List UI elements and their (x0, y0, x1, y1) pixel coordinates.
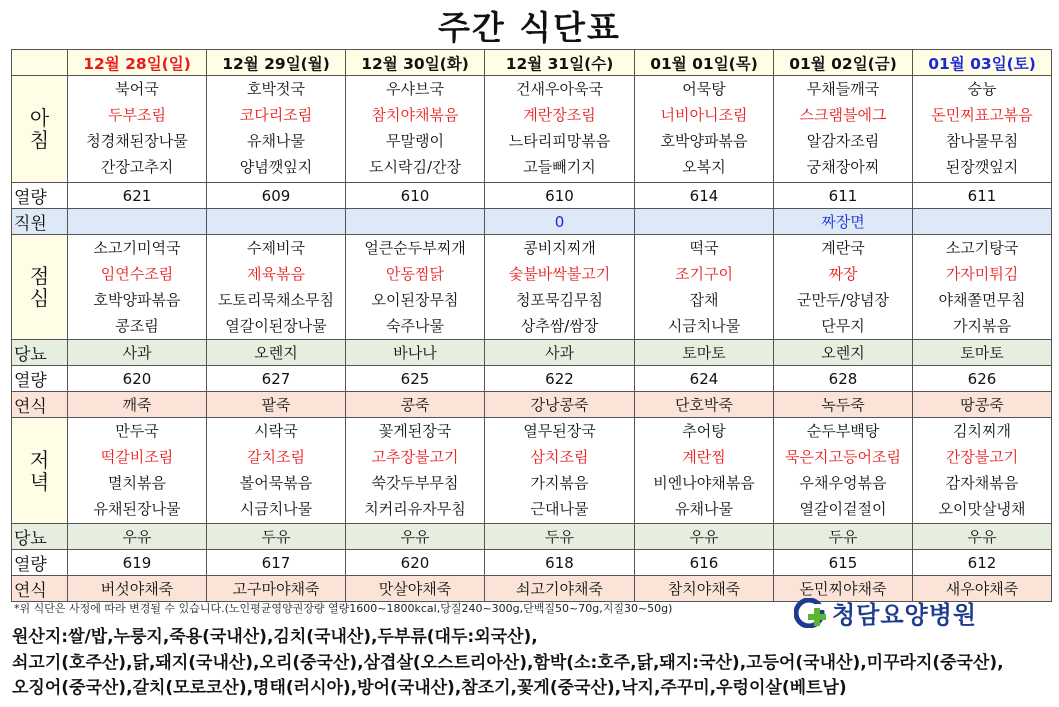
breakfast-dish: 간장고추지 (100, 158, 174, 176)
lunch_snack-cell: 팥죽 (207, 392, 346, 418)
dinner-cell (207, 418, 346, 524)
dinner-dish: 멸치볶음 (108, 474, 166, 492)
dinner_fruit-cell: 우유 (68, 524, 207, 550)
breakfast_kcal-cell: 610 (346, 183, 485, 209)
dinner-dish: 갈치조림 (247, 448, 305, 466)
breakfast-dish: 고들빼기지 (523, 158, 596, 176)
lunch-dish: 단무지 (821, 317, 865, 335)
dinner-dish: 김치찌개 (953, 422, 1011, 440)
breakfast-cell (346, 76, 485, 183)
dinner-dish: 비엔나야채볶음 (653, 474, 755, 492)
dinner-dish: 묵은지고등어조림 (785, 448, 901, 466)
lunch-dish: 떡국 (689, 239, 719, 257)
dinner-label-char: 저 (29, 447, 50, 472)
breakfast_kcal-cell: 611 (913, 183, 1052, 209)
breakfast-dish: 호박젓국 (247, 80, 305, 98)
breakfast_kcal-cell: 614 (635, 183, 774, 209)
day-header: 01월 03일(토) (913, 50, 1052, 76)
breakfast-dish: 스크램블에그 (799, 106, 887, 124)
dinner-dish: 가지볶음 (530, 474, 589, 492)
day-header: 12월 28일(일) (68, 50, 207, 76)
breakfast-dish: 참치야채볶음 (371, 106, 459, 124)
dinner-dish: 열갈이겉절이 (799, 500, 887, 518)
dinner-dish: 유채나물 (675, 500, 733, 518)
staff-cell (346, 209, 485, 235)
dinner_snack-cell: 새우야채죽 (913, 576, 1052, 602)
lunch-dish: 짜장 (828, 265, 858, 283)
breakfast-dish: 두부조림 (108, 106, 166, 124)
lunch-dish: 수제비국 (247, 239, 305, 257)
corner-cell (12, 50, 68, 76)
dinner_kcal-cell: 617 (207, 550, 346, 576)
lunch-dish: 임연수조림 (100, 265, 174, 283)
dinner_fruit-cell: 두유 (774, 524, 913, 550)
lunch-dish: 가자미튀김 (945, 265, 1019, 283)
dinner-dish: 꽃게된장국 (378, 422, 452, 440)
breakfast-cell (635, 76, 774, 183)
lunch-cell (635, 235, 774, 340)
dinner-label-char: 녁 (29, 469, 50, 494)
breakfast-cell (774, 76, 913, 183)
breakfast-dish: 무말랭이 (386, 132, 444, 150)
breakfast-dish: 호박양파볶음 (660, 132, 748, 150)
dinner-dish: 근대나물 (530, 500, 589, 518)
breakfast-dish: 느타리피망볶음 (508, 132, 611, 150)
lunch_kcal-cell: 626 (913, 366, 1052, 392)
breakfast-dish: 계란장조림 (523, 106, 596, 124)
dinner_kcal-cell: 612 (913, 550, 1052, 576)
dinner-dish: 만두국 (115, 422, 159, 440)
breakfast-dish: 양념깻잎지 (239, 158, 313, 176)
day-header: 01월 01일(목) (635, 50, 774, 76)
lunch-dish: 제육볶음 (247, 265, 305, 283)
dinner_snack-cell: 쇠고기야채죽 (485, 576, 635, 602)
lunch-dish: 잡채 (689, 291, 719, 309)
lunch-dish: 호박양파볶음 (93, 291, 181, 309)
lunch-dish: 안동찜닭 (386, 265, 444, 283)
dinner-dish: 쑥갓두부무침 (371, 474, 459, 492)
lunch_snack-cell: 강낭콩죽 (485, 392, 635, 418)
day-header: 01월 02일(금) (774, 50, 913, 76)
lunch_fruit-cell: 사과 (485, 340, 635, 366)
lunch-dish: 소고기탕국 (945, 239, 1019, 257)
dinner-dish: 계란찜 (682, 448, 726, 466)
lunch_fruit-cell: 바나나 (346, 340, 485, 366)
breakfast-label-char: 침 (29, 128, 50, 152)
dinner-dish: 열무된장국 (523, 422, 596, 440)
breakfast_kcal-cell: 609 (207, 183, 346, 209)
lunch_fruit-cell: 사과 (68, 340, 207, 366)
lunch-dish: 군만두/양념장 (797, 291, 889, 309)
dinner-cell (913, 418, 1052, 524)
breakfast-dish: 참나물무침 (945, 132, 1019, 150)
lunch-dish: 콩비지찌개 (523, 239, 596, 257)
breakfast-dish: 된장깻잎지 (945, 158, 1019, 176)
staff-cell: 0 (485, 209, 635, 235)
breakfast-dish: 무채들깨국 (806, 80, 880, 98)
lunch-dish: 숯불바싹불고기 (508, 265, 611, 283)
dinner-dish: 떡갈비조림 (100, 448, 174, 466)
day-header: 12월 29일(월) (207, 50, 346, 76)
dinner_snack-cell: 고구마야채죽 (207, 576, 346, 602)
breakfast-label-char: 아 (29, 106, 50, 130)
breakfast-dish: 우샤브국 (386, 80, 444, 98)
breakfast-dish: 돈민찌표고볶음 (931, 106, 1033, 124)
breakfast_kcal-cell: 610 (485, 183, 635, 209)
breakfast-cell (68, 76, 207, 183)
breakfast-label (12, 76, 68, 183)
soft-diet-label: 연식 (12, 392, 68, 418)
lunch-dish: 시금치나물 (667, 317, 741, 335)
dinner_snack-cell: 참치야채죽 (635, 576, 774, 602)
staff-cell (635, 209, 774, 235)
diabetes-label: 당뇨 (12, 524, 68, 550)
lunch-dish: 숙주나물 (386, 317, 444, 335)
lunch_fruit-cell: 토마토 (635, 340, 774, 366)
breakfast-dish: 오복지 (682, 158, 726, 176)
dinner_kcal-cell: 616 (635, 550, 774, 576)
breakfast-dish: 어묵탕 (682, 80, 726, 98)
breakfast-dish: 숭늉 (967, 80, 997, 98)
dinner_fruit-cell: 우유 (635, 524, 774, 550)
lunch_kcal-cell: 622 (485, 366, 635, 392)
dinner_snack-cell: 버섯야채죽 (68, 576, 207, 602)
lunch-dish: 청포묵김무침 (516, 291, 603, 309)
hospital-logo-icon (794, 598, 828, 628)
dinner_kcal-cell: 619 (68, 550, 207, 576)
lunch-cell (207, 235, 346, 340)
origin-line-3: 오징어(중국산),갈치(모로코산),명태(러시아),방어(국내산),참조기,꽃게(중국산),낙지,주꾸미,우렁이살(베트남) (12, 678, 847, 698)
staff-label: 직원 (12, 209, 68, 235)
lunch-cell (68, 235, 207, 340)
lunch_fruit-cell: 오렌지 (774, 340, 913, 366)
dinner-cell (485, 418, 635, 524)
lunch-dish: 콩조림 (115, 317, 159, 335)
breakfast-dish: 북어국 (115, 80, 159, 98)
lunch_snack-cell: 콩죽 (346, 392, 485, 418)
dinner_fruit-cell: 우유 (346, 524, 485, 550)
breakfast-dish: 건새우아욱국 (516, 80, 603, 98)
day-header: 12월 30일(화) (346, 50, 485, 76)
lunch_snack-cell: 깨죽 (68, 392, 207, 418)
lunch-label-char: 심 (29, 286, 50, 310)
lunch-dish: 조기구이 (675, 265, 733, 283)
breakfast-cell (207, 76, 346, 183)
dinner-cell (635, 418, 774, 524)
dinner-dish: 간장불고기 (945, 448, 1019, 466)
breakfast-dish: 코다리조림 (239, 106, 313, 124)
dinner-dish: 유채된장나물 (93, 500, 181, 518)
lunch-dish: 상추쌈/쌈장 (520, 317, 599, 335)
dinner-dish: 고추장불고기 (371, 448, 459, 466)
origin-line-1: 원산지:쌀/밥,누룽지,죽용(국내산),김치(국내산),두부류(대두:외국산), (12, 627, 538, 647)
soft-diet-label: 연식 (12, 576, 68, 602)
lunch_fruit-cell: 토마토 (913, 340, 1052, 366)
staff-cell (913, 209, 1052, 235)
breakfast_kcal-cell: 621 (68, 183, 207, 209)
dinner-dish: 우채우엉볶음 (799, 474, 887, 492)
staff-cell (207, 209, 346, 235)
dinner-cell (68, 418, 207, 524)
lunch-dish: 열갈이된장나물 (225, 317, 327, 335)
staff-cell (68, 209, 207, 235)
dinner_kcal-cell: 620 (346, 550, 485, 576)
breakfast_kcal-cell: 611 (774, 183, 913, 209)
dinner-cell (774, 418, 913, 524)
dinner-dish: 치커리유자무침 (364, 500, 466, 518)
lunch_kcal-cell: 620 (68, 366, 207, 392)
page-title: 주간 식단표 (438, 8, 621, 47)
dinner_fruit-cell: 두유 (485, 524, 635, 550)
dinner-cell (346, 418, 485, 524)
lunch-dish: 오이된장무침 (371, 291, 459, 309)
dinner-dish: 삼치조림 (530, 448, 589, 466)
lunch-dish: 도토리묵채소무침 (218, 291, 334, 309)
lunch_kcal-cell: 625 (346, 366, 485, 392)
dinner-dish: 오이맛살냉채 (938, 500, 1026, 518)
lunch_kcal-cell: 624 (635, 366, 774, 392)
calorie-label: 열량 (12, 183, 68, 209)
lunch-dish: 얼큰순두부찌개 (364, 239, 466, 257)
menu-table (11, 49, 1052, 602)
calorie-label: 열량 (12, 366, 68, 392)
dinner_snack-cell: 돈민찌야채죽 (774, 576, 913, 602)
lunch_snack-cell: 단호박죽 (635, 392, 774, 418)
dinner-dish: 순두부백탕 (806, 422, 880, 440)
lunch_kcal-cell: 627 (207, 366, 346, 392)
hospital-name: 청담요양병원 (832, 601, 978, 629)
dinner-label (12, 418, 68, 524)
lunch-dish: 계란국 (821, 239, 865, 257)
dinner_fruit-cell: 우유 (913, 524, 1052, 550)
lunch_fruit-cell: 오렌지 (207, 340, 346, 366)
origin-line-2: 쇠고기(호주산),닭,돼지(국내산),오리(중국산),삼겹살(오스트리아산),함박(소:호주,닭,돼지:국산),고등어(국내산),미꾸라지(중국산), (12, 653, 1004, 673)
lunch-label (12, 235, 68, 340)
lunch-cell (913, 235, 1052, 340)
dinner_fruit-cell: 두유 (207, 524, 346, 550)
lunch-label-char: 점 (29, 264, 50, 288)
dinner-dish: 시락국 (254, 422, 298, 440)
breakfast-cell (913, 76, 1052, 183)
dinner_kcal-cell: 615 (774, 550, 913, 576)
breakfast-dish: 너비아니조림 (660, 106, 748, 124)
breakfast-dish: 청경채된장나물 (86, 132, 188, 150)
lunch-dish: 소고기미역국 (93, 239, 181, 257)
lunch-dish: 야채쫄면무침 (938, 291, 1026, 309)
lunch_snack-cell: 녹두죽 (774, 392, 913, 418)
calorie-label: 열량 (12, 550, 68, 576)
footnote: *위 식단은 사정에 따라 변경될 수 있습니다.(노인평균영양권장량 열량1600~1800kcal,당질240~300g,단백질50~70g,지질30~50g) (14, 602, 673, 615)
diabetes-label: 당뇨 (12, 340, 68, 366)
dinner_snack-cell: 맛살야채죽 (346, 576, 485, 602)
dinner-dish: 추어탕 (682, 422, 726, 440)
dinner-dish: 시금치나물 (239, 500, 313, 518)
breakfast-dish: 알감자조림 (806, 132, 880, 150)
lunch-dish: 가지볶음 (953, 317, 1011, 335)
dinner_kcal-cell: 618 (485, 550, 635, 576)
breakfast-dish: 궁채장아찌 (806, 158, 880, 176)
hospital-logo (794, 595, 977, 630)
breakfast-dish: 유채나물 (247, 132, 305, 150)
day-header: 12월 31일(수) (485, 50, 635, 76)
lunch_kcal-cell: 628 (774, 366, 913, 392)
lunch-cell (774, 235, 913, 340)
lunch_snack-cell: 땅콩죽 (913, 392, 1052, 418)
staff-cell: 짜장면 (774, 209, 913, 235)
lunch-cell (346, 235, 485, 340)
breakfast-cell (485, 76, 635, 183)
breakfast-dish: 도시락김/간장 (369, 158, 461, 176)
dinner-dish: 감자채볶음 (945, 474, 1019, 492)
dinner-dish: 볼어묵볶음 (239, 474, 313, 492)
lunch-cell (485, 235, 635, 340)
